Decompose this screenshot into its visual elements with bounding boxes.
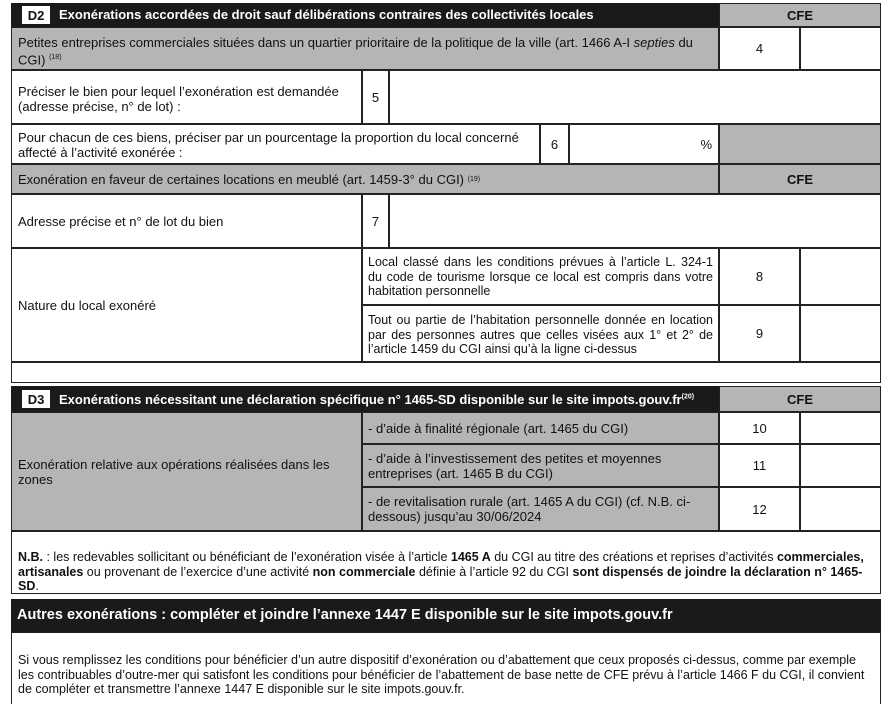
percent-unit: % [700,137,712,152]
d2-row2-label: Préciser le bien pour lequel l’exonération est demandée (adresse précise, n° de lot) : [11,70,362,124]
nb-p10: . [35,579,39,593]
d3-title-wrap [59,392,694,407]
nb-p7: non commerciale [312,564,416,579]
d2-badge: D2 [22,6,50,24]
d3-item2-text: - d’aide à l’investissement des petites et moyennes entreprises (art. 1465 B du CGI) [362,444,719,487]
autres-title: Autres exonérations : compléter et joindre l’annexe 1447 E disponible sur le site impots.gouv.fr [17,607,673,623]
nature-opt2-checkbox[interactable] [800,305,881,362]
nb-p4: du CGI au titre des créations et reprises d’activités [490,550,777,564]
d2-row3-percent-input[interactable] [569,124,719,164]
d2-row3-gray-cell [719,124,881,164]
nature-opt2-num: 9 [719,305,800,362]
autres-body: Si vous remplissez les conditions pour bénéficier d’un autre dispositif d’exonération ou d’abattement que ceux proposés ci-dessus, comme par exemple les contribuables d’outre-mer qui satisfont les conditions pour bénéficier de l’abattement de base nette de CFE prévu à l’article 1466 F du CGI, il convient de compléter et transmettre l’annexe 1447 E disponible sur le site impots.gouv.fr. [11,632,881,704]
d3-item3-text: - de revitalisation rurale (art. 1465 A du CGI) (cf. N.B. ci-dessous) jusqu’au 30/06/2024 [362,487,719,531]
d2-header [11,3,719,27]
meuble-cfe-header: CFE [719,164,881,194]
autres-header [11,599,881,632]
d2-row2-field[interactable] [390,71,884,125]
nb-p5: commerciales, artisanales [18,550,864,579]
d3-item1-text: - d’aide à finalité régionale (art. 1465 du CGI) [362,412,719,444]
nb-p1: N.B. [18,550,43,564]
d3-item3-checkbox[interactable] [800,487,881,531]
d2-row2-input[interactable] [389,70,881,124]
nature-opt1-text: Local classé dans les conditions prévues à l’article L. 324-1 du code de tourisme lorsque ce local est compris dans votre habitation personnelle [362,248,719,305]
d2-row4-num: 7 [362,194,389,248]
d2-title: Exonérations accordées de droit sauf délibérations contraires des collectivités locales [59,7,594,22]
meuble-ref: (19) [467,175,481,183]
nature-opt2-text: Tout ou partie de l’habitation personnelle donnée en location par des personnes autres que celles visées aux 1° et 2° de l’article 1459 du CGI ainsi qu’à la ligne ci-dessus [362,305,719,362]
d2-row1-label [11,27,719,70]
nature-label: Nature du local exonéré [11,248,362,362]
d2-row1-num: 4 [719,27,800,70]
d2-row4-field[interactable] [390,195,884,249]
nb-note [11,531,881,594]
d2-row1-cfe-checkbox[interactable] [800,27,881,70]
nb-p3: 1465 A [450,550,491,564]
d3-ref: (20) [681,393,695,401]
d3-badge: D3 [22,390,50,408]
d3-item3-num: 12 [719,487,800,531]
meuble-title: Exonération en faveur de certaines locations en meublé (art. 1459-3° du CGI) [18,171,465,187]
spacer-row [11,362,881,383]
d2-row1-text-b: du CGI) [18,35,693,68]
nb-p8: définie à l’article 92 du CGI [415,564,573,579]
d2-row2-num: 5 [362,70,389,124]
d3-cfe-header: CFE [719,386,881,412]
d2-row3-label: Pour chacun de ces biens, préciser par un pourcentage la proportion du local concerné affecté à l’activité exonérée : [11,124,540,164]
d2-cfe-header: CFE [719,3,881,27]
d2-row1-ref: (18) [49,54,62,61]
nature-opt1-num: 8 [719,248,800,305]
nature-opt1-checkbox[interactable] [800,248,881,305]
d3-left-label: Exonération relative aux opérations réalisées dans les zones [11,412,362,531]
d3-item1-num: 10 [719,412,800,444]
d3-title: Exonérations nécessitant une déclaration spécifique n° 1465-SD disponible sur le site impots.gouv.fr [59,392,682,407]
d3-header [11,386,719,412]
d3-item2-checkbox[interactable] [800,444,881,487]
nb-p6: ou provenant de l’exercice d’une activité [83,564,313,579]
d2-row4-label: Adresse précise et n° de lot du bien [11,194,362,248]
meuble-header [11,164,719,194]
d3-item2-num: 11 [719,444,800,487]
d2-row3-num: 6 [540,124,569,164]
d2-row1-text-a: Petites entreprises commerciales situées dans un quartier prioritaire de la politique de la ville (art. 1466 A-I [18,35,634,50]
d2-row4-input[interactable] [389,194,881,248]
d3-item1-checkbox[interactable] [800,412,881,444]
d2-row1-text-em: septies [633,35,675,50]
nb-p2: : les redevables sollicitant ou bénéficiant de l’exonération visée à l’article [43,550,451,564]
nb-p9: sont dispensés de joindre la déclaration n° 1465-SD [18,564,863,593]
